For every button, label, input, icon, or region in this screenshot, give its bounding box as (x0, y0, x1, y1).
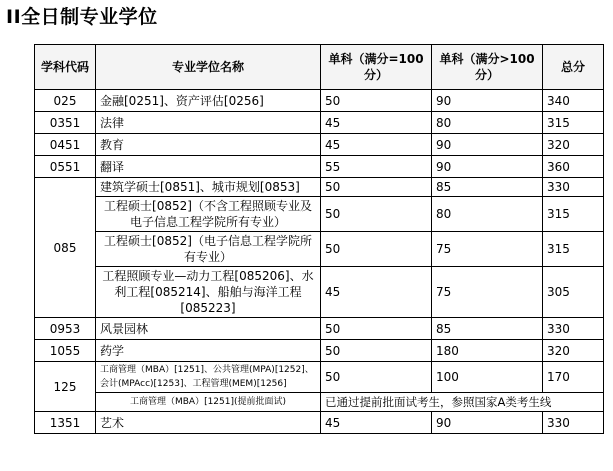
cell-single-gt100: 90 (432, 412, 543, 434)
cell-single100: 55 (321, 156, 432, 178)
table-row (35, 340, 604, 362)
header-total: 总分 (543, 45, 604, 90)
cell-code: 085 (35, 178, 96, 318)
cell-total: 170 (543, 362, 604, 393)
cell-single-gt100: 90 (432, 156, 543, 178)
cell-single-gt100: 90 (432, 90, 543, 112)
cell-code: 025 (35, 90, 96, 112)
header-name: 专业学位名称 (96, 45, 321, 90)
cell-single100: 50 (321, 197, 432, 232)
cell-total: 315 (543, 197, 604, 232)
cell-single100: 50 (321, 362, 432, 393)
cell-single100: 45 (321, 267, 432, 318)
cell-name: 工程硕士[0852]（电子信息工程学院所有专业） (96, 232, 321, 267)
cell-name: 药学 (96, 340, 321, 362)
cell-code: 1055 (35, 340, 96, 362)
cell-name: 教育 (96, 134, 321, 156)
cell-code: 0351 (35, 112, 96, 134)
cell-total: 340 (543, 90, 604, 112)
table-row (35, 90, 604, 112)
cell-single-gt100: 100 (432, 362, 543, 393)
table-row (35, 156, 604, 178)
cell-single100: 50 (321, 232, 432, 267)
cell-total: 320 (543, 340, 604, 362)
cell-code: 125 (35, 362, 96, 412)
score-table (34, 44, 604, 434)
table-row (35, 393, 604, 412)
cell-total: 305 (543, 267, 604, 318)
cell-total: 315 (543, 232, 604, 267)
cell-single100: 50 (321, 318, 432, 340)
cell-name: 工商管理（MBA）[1251]、公共管理(MPA)[1252]、会计(MPAcc)[1253]、工程管理(MEM)[1256] (96, 362, 321, 393)
cell-code: 0953 (35, 318, 96, 340)
cell-single-gt100: 75 (432, 267, 543, 318)
table-row (35, 267, 604, 318)
table-row (35, 318, 604, 340)
page-title: II全日制专业学位 (6, 6, 158, 28)
cell-code: 0551 (35, 156, 96, 178)
cell-name: 翻译 (96, 156, 321, 178)
cell-name: 风景园林 (96, 318, 321, 340)
cell-code: 1351 (35, 412, 96, 434)
cell-name: 工商管理（MBA）[1251](提前批面试) (96, 393, 321, 412)
table-row (35, 362, 604, 393)
cell-single-gt100: 90 (432, 134, 543, 156)
table-row (35, 178, 604, 197)
cell-single100: 45 (321, 134, 432, 156)
cell-name: 工程照顾专业—动力工程[085206]、水利工程[085214]、船舶与海洋工程[085223] (96, 267, 321, 318)
cell-single-gt100: 80 (432, 197, 543, 232)
cell-single100: 50 (321, 90, 432, 112)
cell-total: 330 (543, 412, 604, 434)
cell-total: 330 (543, 178, 604, 197)
header-code: 学科代码 (35, 45, 96, 90)
table-row (35, 134, 604, 156)
table-row (35, 197, 604, 232)
cell-name: 工程硕士[0852]（不含工程照顾专业及电子信息工程学院所有专业） (96, 197, 321, 232)
cell-single100: 50 (321, 340, 432, 362)
header-single-gt100: 单科（满分>100分） (432, 45, 543, 90)
header-row (35, 45, 604, 90)
cell-total: 360 (543, 156, 604, 178)
cell-single100: 50 (321, 178, 432, 197)
cell-single-gt100: 85 (432, 318, 543, 340)
cell-single-gt100: 80 (432, 112, 543, 134)
header-single100: 单科（满分=100分） (321, 45, 432, 90)
cell-name: 金融[0251]、资产评估[0256] (96, 90, 321, 112)
cell-single100: 45 (321, 112, 432, 134)
cell-single-gt100: 75 (432, 232, 543, 267)
table-row (35, 412, 604, 434)
cell-total: 330 (543, 318, 604, 340)
cell-single-gt100: 180 (432, 340, 543, 362)
cell-name: 建筑学硕士[0851]、城市规划[0853] (96, 178, 321, 197)
table-row (35, 112, 604, 134)
cell-code: 0451 (35, 134, 96, 156)
cell-single-gt100: 85 (432, 178, 543, 197)
cell-name: 艺术 (96, 412, 321, 434)
cell-single100: 45 (321, 412, 432, 434)
cell-name: 法律 (96, 112, 321, 134)
cell-total: 320 (543, 134, 604, 156)
cell-note: 已通过提前批面试考生，参照国家A类考生线 (321, 393, 604, 412)
table-row (35, 232, 604, 267)
cell-total: 315 (543, 112, 604, 134)
